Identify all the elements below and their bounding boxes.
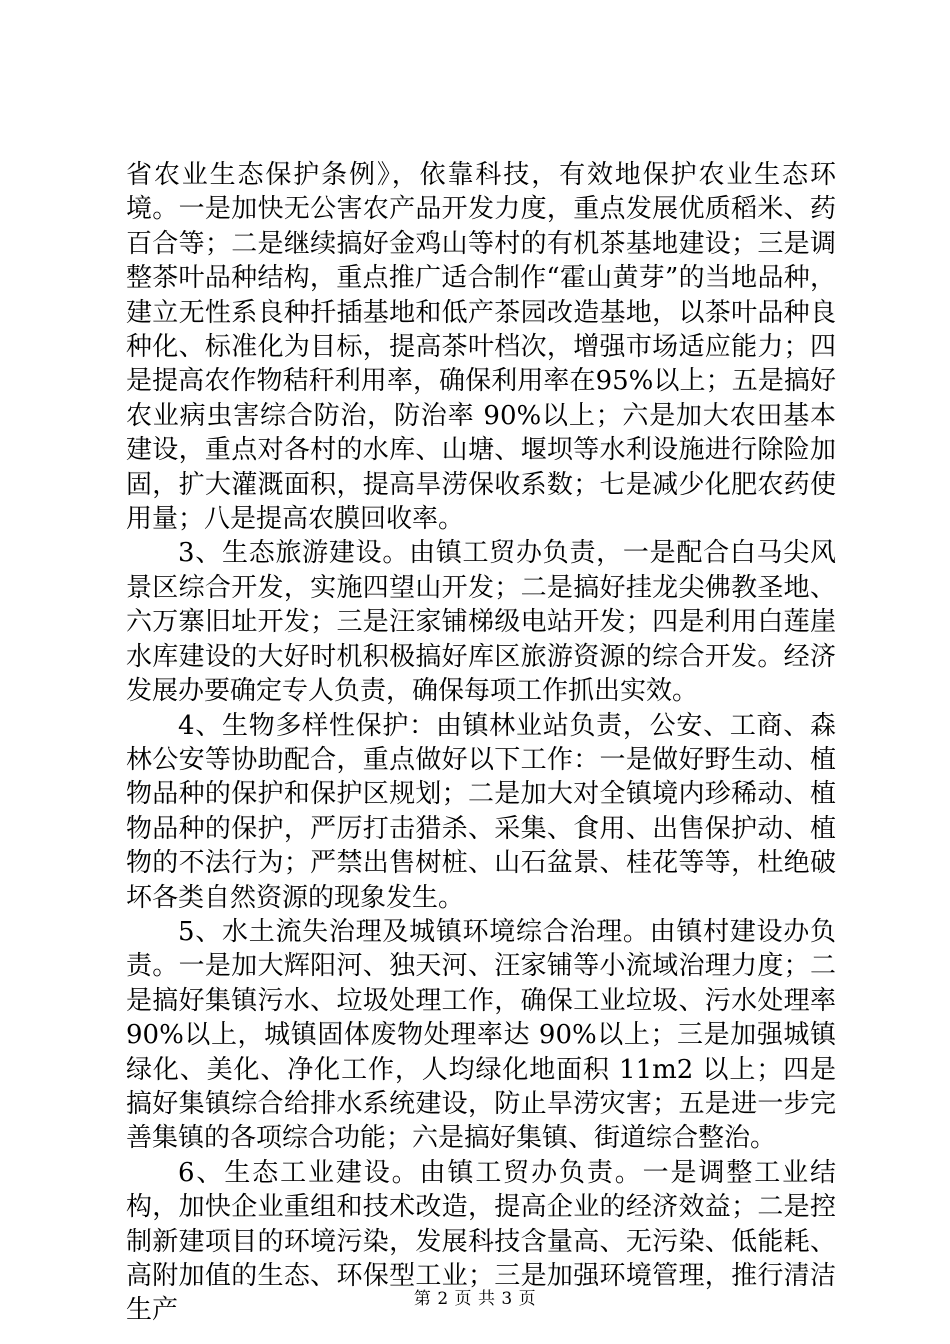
paragraph-3: 4、生物多样性保护：由镇林业站负责，公安、工商、森林公安等协助配合，重点做好以下工作：一是做好野生动、植物品种的保护和保护区规划；二是加大对全镇境内珍稀动、植物品种的保护，严厉打击猎杀、采集、食用、出售保护动、植物的不法行为；严禁出售树桩、山石盆景、桂花等等，杜绝破坏各类自然资源的现象发生。 <box>126 710 836 913</box>
page-footer: 第 2 页 共 3 页 <box>413 1289 537 1309</box>
paragraph-2: 3、生态旅游建设。由镇工贸办负责，一是配合白马尖风景区综合开发，实施四望山开发；二是搞好挂龙尖佛教圣地、六万寨旧址开发；三是汪家铺梯级电站开发；四是利用白莲崖水库建设的大好时机积极搞好库区旅游资源的综合开发。经济发展办要确定专人负责，确保每项工作抓出实效。 <box>126 538 836 707</box>
paragraph-1: 省农业生态保护条例》，依靠科技，有效地保护农业生态环境。一是加快无公害农产品开发力度，重点发展优质稻米、药百合等；二是继续搞好金鸡山等村的有机茶基地建设；三是调整茶叶品种结构，重点推广适合制作“霍山黄芽”的当地品种，建立无性系良种扦插基地和低产茶园改造基地，以茶叶品种良种化、标准化为目标，提高茶叶档次，增强市场适应能力；四是提高农作物秸秆利用率，确保利用率在95%以上；五是搞好农业病虫害综合防治，防治率 90%以上；六是加大农田基本建设，重点对各村的水库、山塘、堰坝等水利设施进行除险加固，扩大灌溉面积，提高旱涝保收系数；七是减少化肥农药使用量；八是提高农膜回收率。 <box>126 160 836 535</box>
paragraph-5: 6、生态工业建设。由镇工贸办负责。一是调整工业结构，加快企业重组和技术改造，提高企业的经济效益；二是控制新建项目的环境污染，发展科技含量高、无污染、低能耗、高附加值的生态、环保型工业；三是加强环境管理，推行清洁生产 <box>126 1157 836 1326</box>
paragraph-4: 5、水土流失治理及城镇环境综合治理。由镇村建设办负责。一是加大辉阳河、独天河、汪家铺等小流域治理力度；二是搞好集镇污水、垃圾处理工作，确保工业垃圾、污水处理率 90%以上，城镇固体废物处理率达 90%以上；三是加强城镇绿化、美化、净化工作，人均绿化地面积 11m2 以上；四是搞好集镇综合给排水系统建设，防止旱涝灾害；五是进一步完善集镇的各项综合功能；六是搞好集镇、街道综合整治。 <box>126 916 836 1154</box>
document-body <box>126 158 836 1328</box>
